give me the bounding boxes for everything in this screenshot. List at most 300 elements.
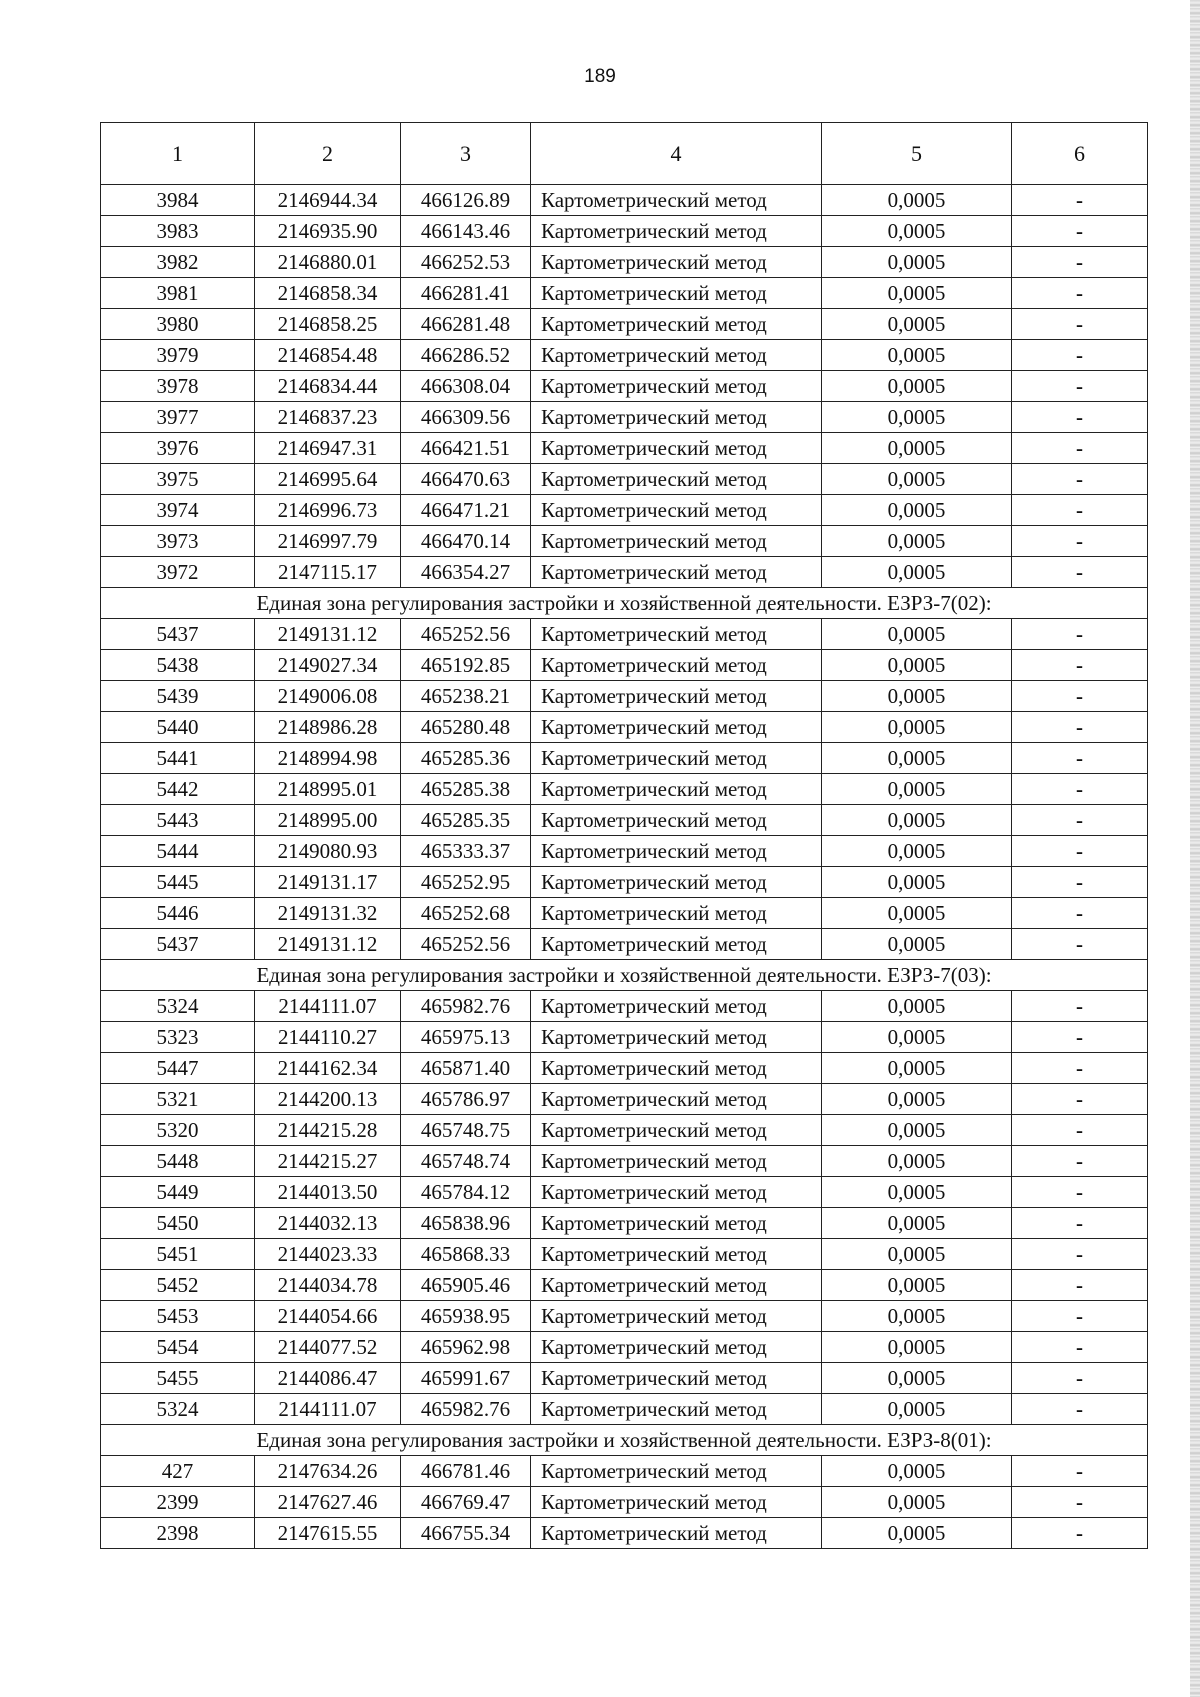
method-cell: Картометрический метод bbox=[531, 1115, 822, 1146]
point-number-cell: 5449 bbox=[101, 1177, 255, 1208]
y-coordinate-cell: 466252.53 bbox=[401, 247, 531, 278]
note-cell: - bbox=[1012, 1394, 1148, 1425]
x-coordinate-cell: 2146935.90 bbox=[255, 216, 401, 247]
table-body bbox=[101, 185, 1148, 1549]
table-row bbox=[101, 619, 1148, 650]
y-coordinate-cell: 465838.96 bbox=[401, 1208, 531, 1239]
note-cell: - bbox=[1012, 1115, 1148, 1146]
header-cell-6: 6 bbox=[1012, 123, 1148, 185]
method-cell: Картометрический метод bbox=[531, 1363, 822, 1394]
y-coordinate-cell: 466281.48 bbox=[401, 309, 531, 340]
y-coordinate-cell: 465868.33 bbox=[401, 1239, 531, 1270]
accuracy-cell: 0,0005 bbox=[822, 464, 1012, 495]
table-header bbox=[101, 123, 1148, 185]
header-cell-3: 3 bbox=[401, 123, 531, 185]
method-cell: Картометрический метод bbox=[531, 681, 822, 712]
y-coordinate-cell: 465905.46 bbox=[401, 1270, 531, 1301]
y-coordinate-cell: 465333.37 bbox=[401, 836, 531, 867]
zone-heading: Единая зона регулирования застройки и хозяйственной деятельности. ЕЗРЗ-8(01): bbox=[101, 1425, 1148, 1456]
note-cell: - bbox=[1012, 216, 1148, 247]
method-cell: Картометрический метод bbox=[531, 1146, 822, 1177]
method-cell: Картометрический метод bbox=[531, 867, 822, 898]
point-number-cell: 2399 bbox=[101, 1487, 255, 1518]
table-row bbox=[101, 681, 1148, 712]
y-coordinate-cell: 465975.13 bbox=[401, 1022, 531, 1053]
note-cell: - bbox=[1012, 247, 1148, 278]
table-row bbox=[101, 371, 1148, 402]
point-number-cell: 3972 bbox=[101, 557, 255, 588]
y-coordinate-cell: 465192.85 bbox=[401, 650, 531, 681]
y-coordinate-cell: 466281.41 bbox=[401, 278, 531, 309]
accuracy-cell: 0,0005 bbox=[822, 1270, 1012, 1301]
point-number-cell: 5323 bbox=[101, 1022, 255, 1053]
table-row bbox=[101, 247, 1148, 278]
point-number-cell: 5444 bbox=[101, 836, 255, 867]
point-number-cell: 3979 bbox=[101, 340, 255, 371]
x-coordinate-cell: 2147627.46 bbox=[255, 1487, 401, 1518]
method-cell: Картометрический метод bbox=[531, 185, 822, 216]
accuracy-cell: 0,0005 bbox=[822, 619, 1012, 650]
note-cell: - bbox=[1012, 1270, 1148, 1301]
note-cell: - bbox=[1012, 557, 1148, 588]
accuracy-cell: 0,0005 bbox=[822, 1487, 1012, 1518]
method-cell: Картометрический метод bbox=[531, 898, 822, 929]
point-number-cell: 5453 bbox=[101, 1301, 255, 1332]
table-row bbox=[101, 1394, 1148, 1425]
accuracy-cell: 0,0005 bbox=[822, 557, 1012, 588]
method-cell: Картометрический метод bbox=[531, 526, 822, 557]
y-coordinate-cell: 466143.46 bbox=[401, 216, 531, 247]
x-coordinate-cell: 2144054.66 bbox=[255, 1301, 401, 1332]
point-number-cell: 5445 bbox=[101, 867, 255, 898]
y-coordinate-cell: 465252.68 bbox=[401, 898, 531, 929]
y-coordinate-cell: 466421.51 bbox=[401, 433, 531, 464]
accuracy-cell: 0,0005 bbox=[822, 433, 1012, 464]
y-coordinate-cell: 465982.76 bbox=[401, 991, 531, 1022]
note-cell: - bbox=[1012, 1456, 1148, 1487]
table-row bbox=[101, 340, 1148, 371]
accuracy-cell: 0,0005 bbox=[822, 1239, 1012, 1270]
accuracy-cell: 0,0005 bbox=[822, 278, 1012, 309]
note-cell: - bbox=[1012, 1053, 1148, 1084]
x-coordinate-cell: 2146995.64 bbox=[255, 464, 401, 495]
table-row bbox=[101, 867, 1148, 898]
note-cell: - bbox=[1012, 619, 1148, 650]
x-coordinate-cell: 2148994.98 bbox=[255, 743, 401, 774]
zone-heading-row bbox=[101, 960, 1148, 991]
table-row bbox=[101, 1239, 1148, 1270]
x-coordinate-cell: 2149131.12 bbox=[255, 619, 401, 650]
table-row bbox=[101, 1363, 1148, 1394]
x-coordinate-cell: 2147615.55 bbox=[255, 1518, 401, 1549]
x-coordinate-cell: 2146944.34 bbox=[255, 185, 401, 216]
coordinates-table bbox=[100, 122, 1148, 1549]
note-cell: - bbox=[1012, 1146, 1148, 1177]
y-coordinate-cell: 466470.63 bbox=[401, 464, 531, 495]
accuracy-cell: 0,0005 bbox=[822, 774, 1012, 805]
point-number-cell: 3975 bbox=[101, 464, 255, 495]
point-number-cell: 5450 bbox=[101, 1208, 255, 1239]
y-coordinate-cell: 465938.95 bbox=[401, 1301, 531, 1332]
table-row bbox=[101, 898, 1148, 929]
note-cell: - bbox=[1012, 1208, 1148, 1239]
point-number-cell: 5454 bbox=[101, 1332, 255, 1363]
point-number-cell: 2398 bbox=[101, 1518, 255, 1549]
note-cell: - bbox=[1012, 464, 1148, 495]
accuracy-cell: 0,0005 bbox=[822, 1084, 1012, 1115]
method-cell: Картометрический метод bbox=[531, 805, 822, 836]
note-cell: - bbox=[1012, 1363, 1148, 1394]
method-cell: Картометрический метод bbox=[531, 433, 822, 464]
point-number-cell: 5451 bbox=[101, 1239, 255, 1270]
accuracy-cell: 0,0005 bbox=[822, 867, 1012, 898]
note-cell: - bbox=[1012, 898, 1148, 929]
header-cell-4: 4 bbox=[531, 123, 822, 185]
x-coordinate-cell: 2146854.48 bbox=[255, 340, 401, 371]
note-cell: - bbox=[1012, 681, 1148, 712]
note-cell: - bbox=[1012, 1518, 1148, 1549]
accuracy-cell: 0,0005 bbox=[822, 1518, 1012, 1549]
header-cell-2: 2 bbox=[255, 123, 401, 185]
accuracy-cell: 0,0005 bbox=[822, 1456, 1012, 1487]
accuracy-cell: 0,0005 bbox=[822, 1146, 1012, 1177]
header-row bbox=[101, 123, 1148, 185]
x-coordinate-cell: 2148986.28 bbox=[255, 712, 401, 743]
y-coordinate-cell: 466126.89 bbox=[401, 185, 531, 216]
note-cell: - bbox=[1012, 805, 1148, 836]
table-row bbox=[101, 805, 1148, 836]
table-row bbox=[101, 1270, 1148, 1301]
table-row bbox=[101, 495, 1148, 526]
x-coordinate-cell: 2144110.27 bbox=[255, 1022, 401, 1053]
method-cell: Картометрический метод bbox=[531, 1270, 822, 1301]
accuracy-cell: 0,0005 bbox=[822, 1394, 1012, 1425]
method-cell: Картометрический метод bbox=[531, 495, 822, 526]
y-coordinate-cell: 466354.27 bbox=[401, 557, 531, 588]
note-cell: - bbox=[1012, 774, 1148, 805]
table-row bbox=[101, 1084, 1148, 1115]
accuracy-cell: 0,0005 bbox=[822, 836, 1012, 867]
method-cell: Картометрический метод bbox=[531, 1053, 822, 1084]
zone-heading-row bbox=[101, 1425, 1148, 1456]
point-number-cell: 5446 bbox=[101, 898, 255, 929]
point-number-cell: 5443 bbox=[101, 805, 255, 836]
x-coordinate-cell: 2146858.25 bbox=[255, 309, 401, 340]
accuracy-cell: 0,0005 bbox=[822, 1363, 1012, 1394]
y-coordinate-cell: 465748.75 bbox=[401, 1115, 531, 1146]
accuracy-cell: 0,0005 bbox=[822, 495, 1012, 526]
y-coordinate-cell: 466755.34 bbox=[401, 1518, 531, 1549]
table-row bbox=[101, 216, 1148, 247]
point-number-cell: 3983 bbox=[101, 216, 255, 247]
note-cell: - bbox=[1012, 340, 1148, 371]
accuracy-cell: 0,0005 bbox=[822, 1301, 1012, 1332]
accuracy-cell: 0,0005 bbox=[822, 526, 1012, 557]
point-number-cell: 3976 bbox=[101, 433, 255, 464]
point-number-cell: 5455 bbox=[101, 1363, 255, 1394]
y-coordinate-cell: 466308.04 bbox=[401, 371, 531, 402]
note-cell: - bbox=[1012, 1487, 1148, 1518]
table-row bbox=[101, 712, 1148, 743]
note-cell: - bbox=[1012, 371, 1148, 402]
y-coordinate-cell: 465982.76 bbox=[401, 1394, 531, 1425]
method-cell: Картометрический метод bbox=[531, 836, 822, 867]
method-cell: Картометрический метод bbox=[531, 278, 822, 309]
point-number-cell: 5447 bbox=[101, 1053, 255, 1084]
x-coordinate-cell: 2146834.44 bbox=[255, 371, 401, 402]
accuracy-cell: 0,0005 bbox=[822, 1332, 1012, 1363]
y-coordinate-cell: 465285.38 bbox=[401, 774, 531, 805]
method-cell: Картометрический метод bbox=[531, 1394, 822, 1425]
method-cell: Картометрический метод bbox=[531, 1332, 822, 1363]
table-row bbox=[101, 1022, 1148, 1053]
note-cell: - bbox=[1012, 1084, 1148, 1115]
accuracy-cell: 0,0005 bbox=[822, 1208, 1012, 1239]
accuracy-cell: 0,0005 bbox=[822, 185, 1012, 216]
y-coordinate-cell: 465962.98 bbox=[401, 1332, 531, 1363]
note-cell: - bbox=[1012, 743, 1148, 774]
point-number-cell: 5440 bbox=[101, 712, 255, 743]
method-cell: Картометрический метод bbox=[531, 309, 822, 340]
x-coordinate-cell: 2144215.27 bbox=[255, 1146, 401, 1177]
accuracy-cell: 0,0005 bbox=[822, 805, 1012, 836]
method-cell: Картометрический метод bbox=[531, 1208, 822, 1239]
x-coordinate-cell: 2147634.26 bbox=[255, 1456, 401, 1487]
table-row bbox=[101, 278, 1148, 309]
point-number-cell: 3984 bbox=[101, 185, 255, 216]
point-number-cell: 3973 bbox=[101, 526, 255, 557]
table-row bbox=[101, 1208, 1148, 1239]
x-coordinate-cell: 2144034.78 bbox=[255, 1270, 401, 1301]
x-coordinate-cell: 2146858.34 bbox=[255, 278, 401, 309]
note-cell: - bbox=[1012, 650, 1148, 681]
method-cell: Картометрический метод bbox=[531, 619, 822, 650]
x-coordinate-cell: 2149131.32 bbox=[255, 898, 401, 929]
accuracy-cell: 0,0005 bbox=[822, 247, 1012, 278]
x-coordinate-cell: 2147115.17 bbox=[255, 557, 401, 588]
note-cell: - bbox=[1012, 1177, 1148, 1208]
point-number-cell: 5442 bbox=[101, 774, 255, 805]
note-cell: - bbox=[1012, 309, 1148, 340]
note-cell: - bbox=[1012, 1332, 1148, 1363]
accuracy-cell: 0,0005 bbox=[822, 929, 1012, 960]
accuracy-cell: 0,0005 bbox=[822, 1177, 1012, 1208]
note-cell: - bbox=[1012, 185, 1148, 216]
method-cell: Картометрический метод bbox=[531, 557, 822, 588]
point-number-cell: 5321 bbox=[101, 1084, 255, 1115]
x-coordinate-cell: 2148995.01 bbox=[255, 774, 401, 805]
point-number-cell: 427 bbox=[101, 1456, 255, 1487]
y-coordinate-cell: 466471.21 bbox=[401, 495, 531, 526]
accuracy-cell: 0,0005 bbox=[822, 1022, 1012, 1053]
point-number-cell: 3978 bbox=[101, 371, 255, 402]
point-number-cell: 5439 bbox=[101, 681, 255, 712]
table-row bbox=[101, 1487, 1148, 1518]
scan-edge-strip bbox=[1190, 0, 1200, 1697]
page-number: 189 bbox=[584, 66, 616, 87]
header-cell-5: 5 bbox=[822, 123, 1012, 185]
y-coordinate-cell: 465238.21 bbox=[401, 681, 531, 712]
y-coordinate-cell: 465784.12 bbox=[401, 1177, 531, 1208]
y-coordinate-cell: 466309.56 bbox=[401, 402, 531, 433]
x-coordinate-cell: 2149131.12 bbox=[255, 929, 401, 960]
note-cell: - bbox=[1012, 433, 1148, 464]
point-number-cell: 5324 bbox=[101, 991, 255, 1022]
point-number-cell: 5320 bbox=[101, 1115, 255, 1146]
table-row bbox=[101, 929, 1148, 960]
note-cell: - bbox=[1012, 1301, 1148, 1332]
method-cell: Картометрический метод bbox=[531, 247, 822, 278]
table-row bbox=[101, 433, 1148, 464]
table-row bbox=[101, 774, 1148, 805]
table-row bbox=[101, 1301, 1148, 1332]
method-cell: Картометрический метод bbox=[531, 743, 822, 774]
point-number-cell: 5441 bbox=[101, 743, 255, 774]
x-coordinate-cell: 2148995.00 bbox=[255, 805, 401, 836]
point-number-cell: 3982 bbox=[101, 247, 255, 278]
x-coordinate-cell: 2144023.33 bbox=[255, 1239, 401, 1270]
method-cell: Картометрический метод bbox=[531, 1456, 822, 1487]
point-number-cell: 5438 bbox=[101, 650, 255, 681]
accuracy-cell: 0,0005 bbox=[822, 1115, 1012, 1146]
method-cell: Картометрический метод bbox=[531, 1239, 822, 1270]
accuracy-cell: 0,0005 bbox=[822, 898, 1012, 929]
note-cell: - bbox=[1012, 526, 1148, 557]
method-cell: Картометрический метод bbox=[531, 402, 822, 433]
y-coordinate-cell: 466470.14 bbox=[401, 526, 531, 557]
accuracy-cell: 0,0005 bbox=[822, 681, 1012, 712]
note-cell: - bbox=[1012, 495, 1148, 526]
method-cell: Картометрический метод bbox=[531, 464, 822, 495]
accuracy-cell: 0,0005 bbox=[822, 309, 1012, 340]
table-row bbox=[101, 526, 1148, 557]
point-number-cell: 3980 bbox=[101, 309, 255, 340]
x-coordinate-cell: 2146880.01 bbox=[255, 247, 401, 278]
point-number-cell: 5437 bbox=[101, 619, 255, 650]
note-cell: - bbox=[1012, 1022, 1148, 1053]
x-coordinate-cell: 2144111.07 bbox=[255, 991, 401, 1022]
y-coordinate-cell: 466769.47 bbox=[401, 1487, 531, 1518]
zone-heading: Единая зона регулирования застройки и хозяйственной деятельности. ЕЗРЗ-7(03): bbox=[101, 960, 1148, 991]
note-cell: - bbox=[1012, 991, 1148, 1022]
point-number-cell: 5324 bbox=[101, 1394, 255, 1425]
x-coordinate-cell: 2146947.31 bbox=[255, 433, 401, 464]
y-coordinate-cell: 465871.40 bbox=[401, 1053, 531, 1084]
method-cell: Картометрический метод bbox=[531, 1301, 822, 1332]
table-row bbox=[101, 1146, 1148, 1177]
note-cell: - bbox=[1012, 712, 1148, 743]
note-cell: - bbox=[1012, 278, 1148, 309]
x-coordinate-cell: 2144200.13 bbox=[255, 1084, 401, 1115]
point-number-cell: 5448 bbox=[101, 1146, 255, 1177]
accuracy-cell: 0,0005 bbox=[822, 991, 1012, 1022]
accuracy-cell: 0,0005 bbox=[822, 650, 1012, 681]
method-cell: Картометрический метод bbox=[531, 1084, 822, 1115]
x-coordinate-cell: 2144013.50 bbox=[255, 1177, 401, 1208]
table-row bbox=[101, 1456, 1148, 1487]
note-cell: - bbox=[1012, 1239, 1148, 1270]
y-coordinate-cell: 465252.56 bbox=[401, 619, 531, 650]
accuracy-cell: 0,0005 bbox=[822, 340, 1012, 371]
table-row bbox=[101, 836, 1148, 867]
table-row bbox=[101, 991, 1148, 1022]
note-cell: - bbox=[1012, 402, 1148, 433]
method-cell: Картометрический метод bbox=[531, 1518, 822, 1549]
x-coordinate-cell: 2146997.79 bbox=[255, 526, 401, 557]
header-cell-1: 1 bbox=[101, 123, 255, 185]
y-coordinate-cell: 465786.97 bbox=[401, 1084, 531, 1115]
method-cell: Картометрический метод bbox=[531, 1177, 822, 1208]
y-coordinate-cell: 465252.95 bbox=[401, 867, 531, 898]
point-number-cell: 5437 bbox=[101, 929, 255, 960]
table-row bbox=[101, 650, 1148, 681]
method-cell: Картометрический метод bbox=[531, 929, 822, 960]
table-row bbox=[101, 557, 1148, 588]
x-coordinate-cell: 2149027.34 bbox=[255, 650, 401, 681]
x-coordinate-cell: 2144032.13 bbox=[255, 1208, 401, 1239]
table-row bbox=[101, 1053, 1148, 1084]
table-row bbox=[101, 309, 1148, 340]
accuracy-cell: 0,0005 bbox=[822, 743, 1012, 774]
table-row bbox=[101, 1115, 1148, 1146]
x-coordinate-cell: 2149006.08 bbox=[255, 681, 401, 712]
point-number-cell: 5452 bbox=[101, 1270, 255, 1301]
table-row bbox=[101, 185, 1148, 216]
x-coordinate-cell: 2144086.47 bbox=[255, 1363, 401, 1394]
x-coordinate-cell: 2149080.93 bbox=[255, 836, 401, 867]
y-coordinate-cell: 465285.36 bbox=[401, 743, 531, 774]
table-row bbox=[101, 402, 1148, 433]
x-coordinate-cell: 2146996.73 bbox=[255, 495, 401, 526]
table-row bbox=[101, 1518, 1148, 1549]
y-coordinate-cell: 465285.35 bbox=[401, 805, 531, 836]
accuracy-cell: 0,0005 bbox=[822, 371, 1012, 402]
note-cell: - bbox=[1012, 929, 1148, 960]
accuracy-cell: 0,0005 bbox=[822, 402, 1012, 433]
note-cell: - bbox=[1012, 867, 1148, 898]
method-cell: Картометрический метод bbox=[531, 650, 822, 681]
y-coordinate-cell: 466781.46 bbox=[401, 1456, 531, 1487]
method-cell: Картометрический метод bbox=[531, 371, 822, 402]
table-row bbox=[101, 1177, 1148, 1208]
table-row bbox=[101, 1332, 1148, 1363]
accuracy-cell: 0,0005 bbox=[822, 1053, 1012, 1084]
point-number-cell: 3974 bbox=[101, 495, 255, 526]
x-coordinate-cell: 2144215.28 bbox=[255, 1115, 401, 1146]
x-coordinate-cell: 2144162.34 bbox=[255, 1053, 401, 1084]
x-coordinate-cell: 2144111.07 bbox=[255, 1394, 401, 1425]
point-number-cell: 3977 bbox=[101, 402, 255, 433]
y-coordinate-cell: 465748.74 bbox=[401, 1146, 531, 1177]
method-cell: Картометрический метод bbox=[531, 1487, 822, 1518]
x-coordinate-cell: 2149131.17 bbox=[255, 867, 401, 898]
y-coordinate-cell: 465252.56 bbox=[401, 929, 531, 960]
note-cell: - bbox=[1012, 836, 1148, 867]
method-cell: Картометрический метод bbox=[531, 991, 822, 1022]
method-cell: Картометрический метод bbox=[531, 1022, 822, 1053]
point-number-cell: 3981 bbox=[101, 278, 255, 309]
method-cell: Картометрический метод bbox=[531, 712, 822, 743]
table-row bbox=[101, 743, 1148, 774]
accuracy-cell: 0,0005 bbox=[822, 712, 1012, 743]
table-row bbox=[101, 464, 1148, 495]
x-coordinate-cell: 2146837.23 bbox=[255, 402, 401, 433]
zone-heading: Единая зона регулирования застройки и хозяйственной деятельности. ЕЗРЗ-7(02): bbox=[101, 588, 1148, 619]
method-cell: Картометрический метод bbox=[531, 216, 822, 247]
y-coordinate-cell: 466286.52 bbox=[401, 340, 531, 371]
x-coordinate-cell: 2144077.52 bbox=[255, 1332, 401, 1363]
method-cell: Картометрический метод bbox=[531, 340, 822, 371]
